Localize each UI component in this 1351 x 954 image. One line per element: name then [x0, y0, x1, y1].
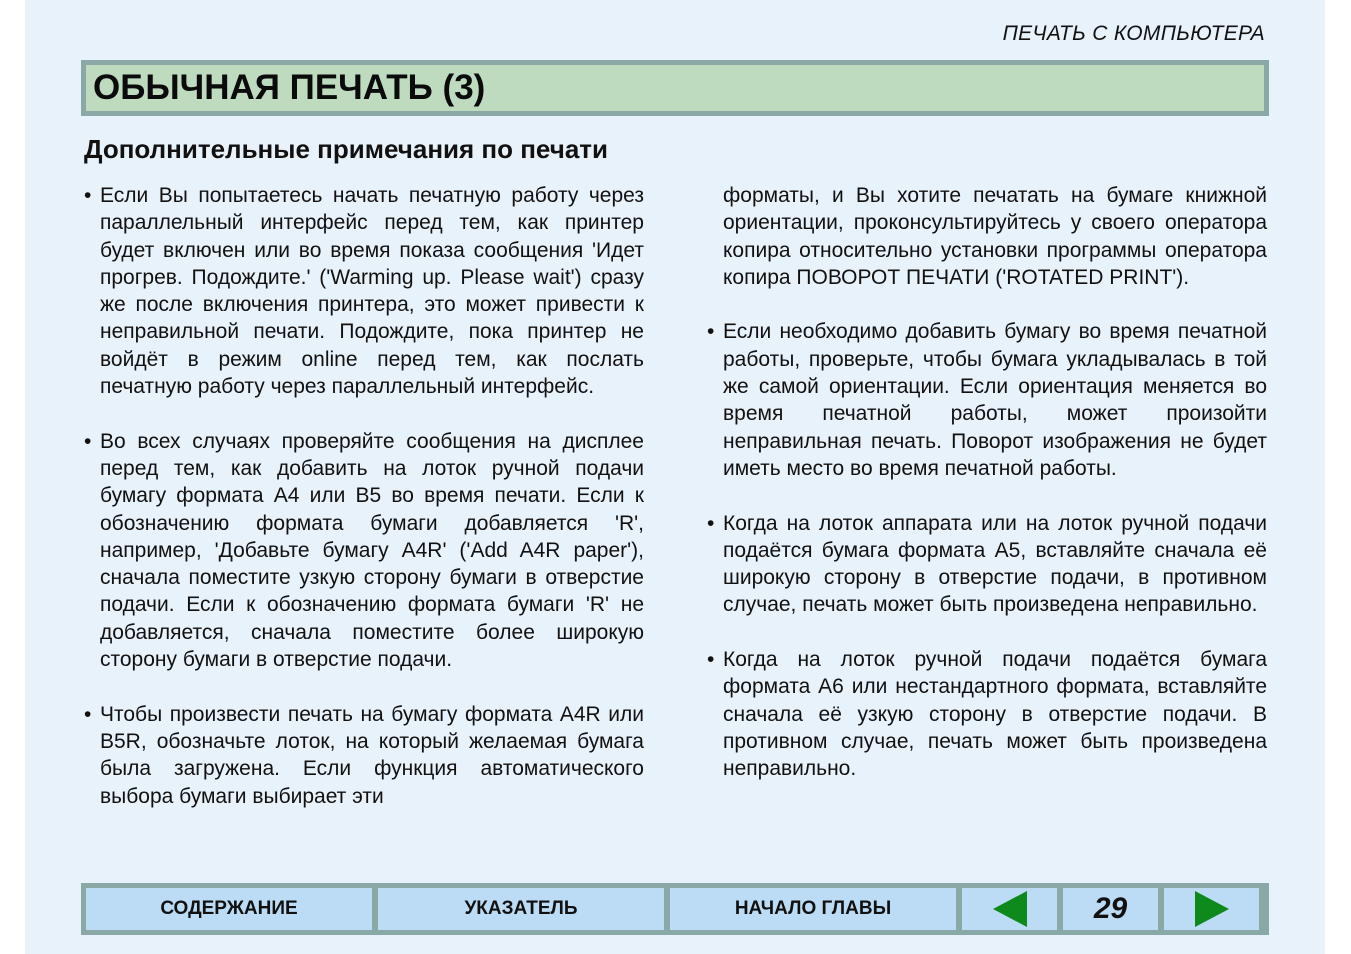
navigation-bar — [81, 883, 1269, 935]
bullet-paragraph: • Когда на лоток аппарата или на лоток ручной подачи подаётся бумага формата A5, вставляйте сначала её широкую сторону в отверстие подачи, в противном случае, печать может быть произведена неправильно. — [707, 510, 1267, 619]
bullet-paragraph: • Если Вы попытаетесь начать печатную работу через параллельный интерфейс перед тем, как принтер будет включен или во время показа сообщения 'Идет прогрев. Подождите.' ('Warming up. Please wait') сразу же после включения принтера, это может привести к неправильной печати. Подождите, пока принтер не войдёт в режим online перед тем, как послать печатную работу через параллельный интерфейс. — [84, 182, 644, 400]
page-number: 29 — [1063, 888, 1158, 930]
section-header: ПЕЧАТЬ С КОМПЬЮТЕРА — [1002, 22, 1265, 45]
bullet-paragraph: • Чтобы произвести печать на бумагу формата A4R или B5R, обозначьте лоток, на который желаемая бумага была загружена. Если функция автоматического выбора бумаги выбирает эти — [84, 701, 644, 810]
section-subtitle: Дополнительные примечания по печати — [84, 134, 608, 164]
bullet-paragraph: • Когда на лоток ручной подачи подаётся бумага формата A6 или нестандартного формата, вставляйте сначала её узкую сторону в отверстие подачи. В противном случае, печать может быть произведена неправильно. — [707, 646, 1267, 782]
left-column — [84, 182, 644, 837]
next-page-button[interactable] — [1164, 888, 1259, 930]
continued-paragraph: форматы, и Вы хотите печатать на бумаге книжной ориентации, проконсультируйтесь у своего оператора копира относительно установки программы оператора копира ПОВОРОТ ПЕЧАТИ ('ROTATED PRINT'). — [723, 184, 1267, 289]
bullet-paragraph: • Во всех случаях проверяйте сообщения на дисплее перед тем, как добавить на лоток ручной подачи бумагу формата A4 или B5 во время печати. Если к обозначению формата бумаги добавляется 'R', например, 'Добавьте бумагу A4R' ('Add A4R paper'), сначала поместите узкую сторону бумаги в отверстие подачи. Если к обозначению формата бумаги 'R' не добавляется, сначала поместите более широкую сторону бумаги в отверстие подачи. — [84, 428, 644, 674]
right-arrow-icon — [1195, 891, 1229, 927]
contents-button[interactable]: СОДЕРЖАНИЕ — [86, 888, 372, 930]
right-column — [707, 182, 1267, 810]
title-bar — [81, 60, 1269, 116]
bullet-paragraph: • Если необходимо добавить бумагу во время печатной работы, проверьте, чтобы бумага укладывалась в той же самой ориентации. Если ориентация меняется во время печатной работы, может произойти неправильная печать. Поворот изображения не будет иметь место во время печатной работы. — [707, 318, 1267, 482]
left-arrow-icon — [993, 891, 1027, 927]
index-button[interactable]: УКАЗАТЕЛЬ — [378, 888, 664, 930]
page-title: ОБЫЧНАЯ ПЕЧАТЬ (3) — [86, 65, 1264, 111]
previous-page-button[interactable] — [962, 888, 1057, 930]
chapter-start-button[interactable]: НАЧАЛО ГЛАВЫ — [670, 888, 956, 930]
